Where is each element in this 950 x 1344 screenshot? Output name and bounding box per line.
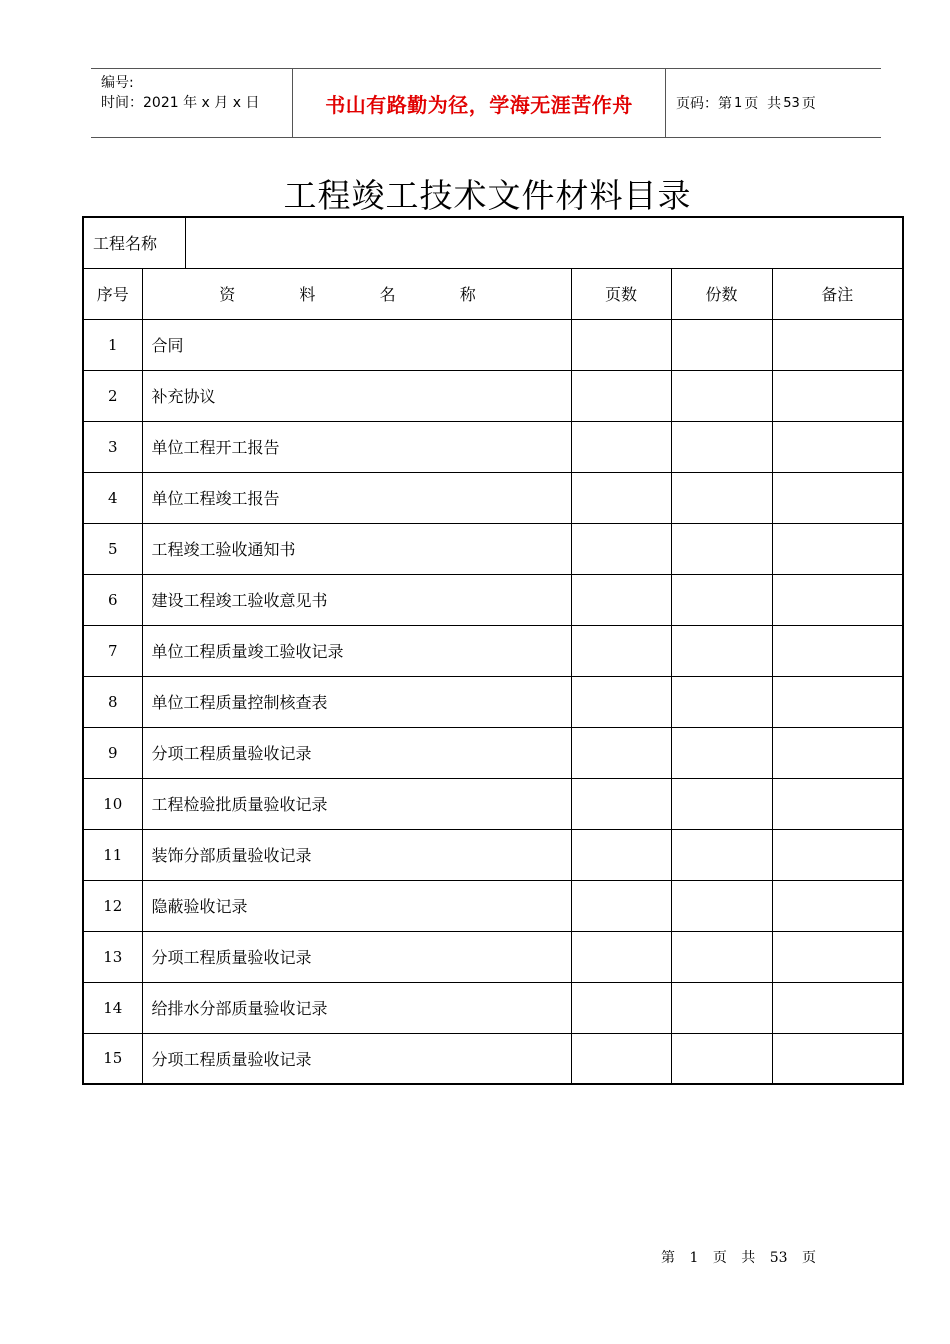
footer-p4: 页 (802, 1250, 817, 1266)
page-mid: 页 共 (744, 96, 782, 112)
row-material-name: 补充协议 (142, 370, 571, 421)
row-number: 13 (83, 931, 142, 982)
row-pages[interactable] (571, 829, 671, 880)
page-footer (661, 1247, 822, 1267)
table-row (83, 778, 903, 829)
row-number: 12 (83, 880, 142, 931)
table-row (83, 421, 903, 472)
row-pages[interactable] (571, 982, 671, 1033)
footer-p1: 第 (661, 1250, 675, 1266)
col-name (142, 268, 571, 319)
row-material-name: 装饰分部质量验收记录 (142, 829, 571, 880)
row-material-name: 单位工程开工报告 (142, 421, 571, 472)
row-remarks[interactable] (772, 727, 903, 778)
row-number: 11 (83, 829, 142, 880)
row-number: 7 (83, 625, 142, 676)
row-number: 2 (83, 370, 142, 421)
table-row (83, 829, 903, 880)
row-copies[interactable] (671, 421, 772, 472)
row-remarks[interactable] (772, 778, 903, 829)
row-material-name: 工程检验批质量验收记录 (142, 778, 571, 829)
row-material-name: 合同 (142, 319, 571, 370)
row-copies[interactable] (671, 931, 772, 982)
row-material-name: 分项工程质量验收记录 (142, 931, 571, 982)
row-remarks[interactable] (772, 676, 903, 727)
row-material-name: 隐蔽验收记录 (142, 880, 571, 931)
row-copies[interactable] (671, 676, 772, 727)
row-pages[interactable] (571, 880, 671, 931)
table-row (83, 370, 903, 421)
footer-p2: 页 (712, 1250, 727, 1266)
col-copies: 份数 (671, 268, 772, 319)
row-material-name: 单位工程质量竣工验收记录 (142, 625, 571, 676)
table-row (83, 319, 903, 370)
page-header (91, 68, 881, 138)
row-copies[interactable] (671, 625, 772, 676)
row-remarks[interactable] (772, 931, 903, 982)
project-name-value[interactable] (185, 217, 903, 268)
col-seq: 序号 (83, 268, 142, 319)
row-remarks[interactable] (772, 880, 903, 931)
row-copies[interactable] (671, 727, 772, 778)
row-number: 9 (83, 727, 142, 778)
row-copies[interactable] (671, 880, 772, 931)
footer-p3: 共 (741, 1250, 756, 1266)
row-remarks[interactable] (772, 625, 903, 676)
row-material-name: 工程竣工验收通知书 (142, 523, 571, 574)
row-material-name: 分项工程质量验收记录 (142, 727, 571, 778)
header-page-info (676, 69, 816, 137)
row-number: 4 (83, 472, 142, 523)
header-meta (101, 73, 259, 113)
header-motto: 书山有路勤为径，学海无涯苦作舟 (325, 92, 633, 117)
row-remarks[interactable] (772, 319, 903, 370)
row-number: 10 (83, 778, 142, 829)
row-pages[interactable] (571, 523, 671, 574)
row-pages[interactable] (571, 574, 671, 625)
table-row (83, 625, 903, 676)
row-copies[interactable] (671, 370, 772, 421)
row-material-name: 给排水分部质量验收记录 (142, 982, 571, 1033)
row-number: 6 (83, 574, 142, 625)
row-number: 5 (83, 523, 142, 574)
col-pages: 页数 (571, 268, 671, 319)
row-material-name: 分项工程质量验收记录 (142, 1033, 571, 1084)
row-pages[interactable] (571, 472, 671, 523)
table-row (83, 727, 903, 778)
page-total: 53 (783, 95, 800, 111)
row-copies[interactable] (671, 472, 772, 523)
row-number: 14 (83, 982, 142, 1033)
table-row (83, 1033, 903, 1084)
row-copies[interactable] (671, 778, 772, 829)
row-number: 8 (83, 676, 142, 727)
row-pages[interactable] (571, 676, 671, 727)
materials-table (82, 216, 904, 1085)
table-row (83, 880, 903, 931)
col-remarks: 备注 (772, 268, 903, 319)
table-row (83, 574, 903, 625)
page-current: 1 (734, 95, 743, 111)
table-row (83, 472, 903, 523)
row-copies[interactable] (671, 523, 772, 574)
row-pages[interactable] (571, 421, 671, 472)
project-name-row (83, 217, 903, 268)
row-remarks[interactable] (772, 370, 903, 421)
project-name-label: 工程名称 (83, 217, 185, 268)
table-row (83, 982, 903, 1033)
row-remarks[interactable] (772, 472, 903, 523)
row-copies[interactable] (671, 982, 772, 1033)
row-remarks[interactable] (772, 829, 903, 880)
row-material-name: 单位工程质量控制核查表 (142, 676, 571, 727)
page-label: 页码：第 (676, 96, 732, 112)
row-remarks[interactable] (772, 1033, 903, 1084)
row-remarks[interactable] (772, 421, 903, 472)
row-copies[interactable] (671, 1033, 772, 1084)
document-title: 工程竣工技术文件材料目录 (283, 176, 692, 215)
row-pages[interactable] (571, 727, 671, 778)
table-row (83, 931, 903, 982)
footer-current: 1 (689, 1250, 699, 1266)
header-divider (665, 69, 666, 137)
row-pages[interactable] (571, 319, 671, 370)
table-row (83, 676, 903, 727)
row-material-name: 单位工程竣工报告 (142, 472, 571, 523)
row-remarks[interactable] (772, 523, 903, 574)
row-pages[interactable] (571, 931, 671, 982)
row-number: 1 (83, 319, 142, 370)
code-label: 编号: (101, 75, 134, 91)
col-name-text: 资 料 名 称 (219, 285, 494, 304)
row-number: 3 (83, 421, 142, 472)
row-remarks[interactable] (772, 574, 903, 625)
row-material-name: 建设工程竣工验收意见书 (142, 574, 571, 625)
row-pages[interactable] (571, 1033, 671, 1084)
row-number: 15 (83, 1033, 142, 1084)
time-label: 时间：2021 年 x 月 x 日 (101, 95, 260, 111)
row-pages[interactable] (571, 625, 671, 676)
row-pages[interactable] (571, 778, 671, 829)
row-copies[interactable] (671, 319, 772, 370)
row-pages[interactable] (571, 370, 671, 421)
page-suffix: 页 (801, 96, 816, 112)
column-header-row (83, 268, 903, 319)
row-copies[interactable] (671, 574, 772, 625)
table-row (83, 523, 903, 574)
footer-total: 53 (769, 1250, 788, 1266)
row-copies[interactable] (671, 829, 772, 880)
row-remarks[interactable] (772, 982, 903, 1033)
